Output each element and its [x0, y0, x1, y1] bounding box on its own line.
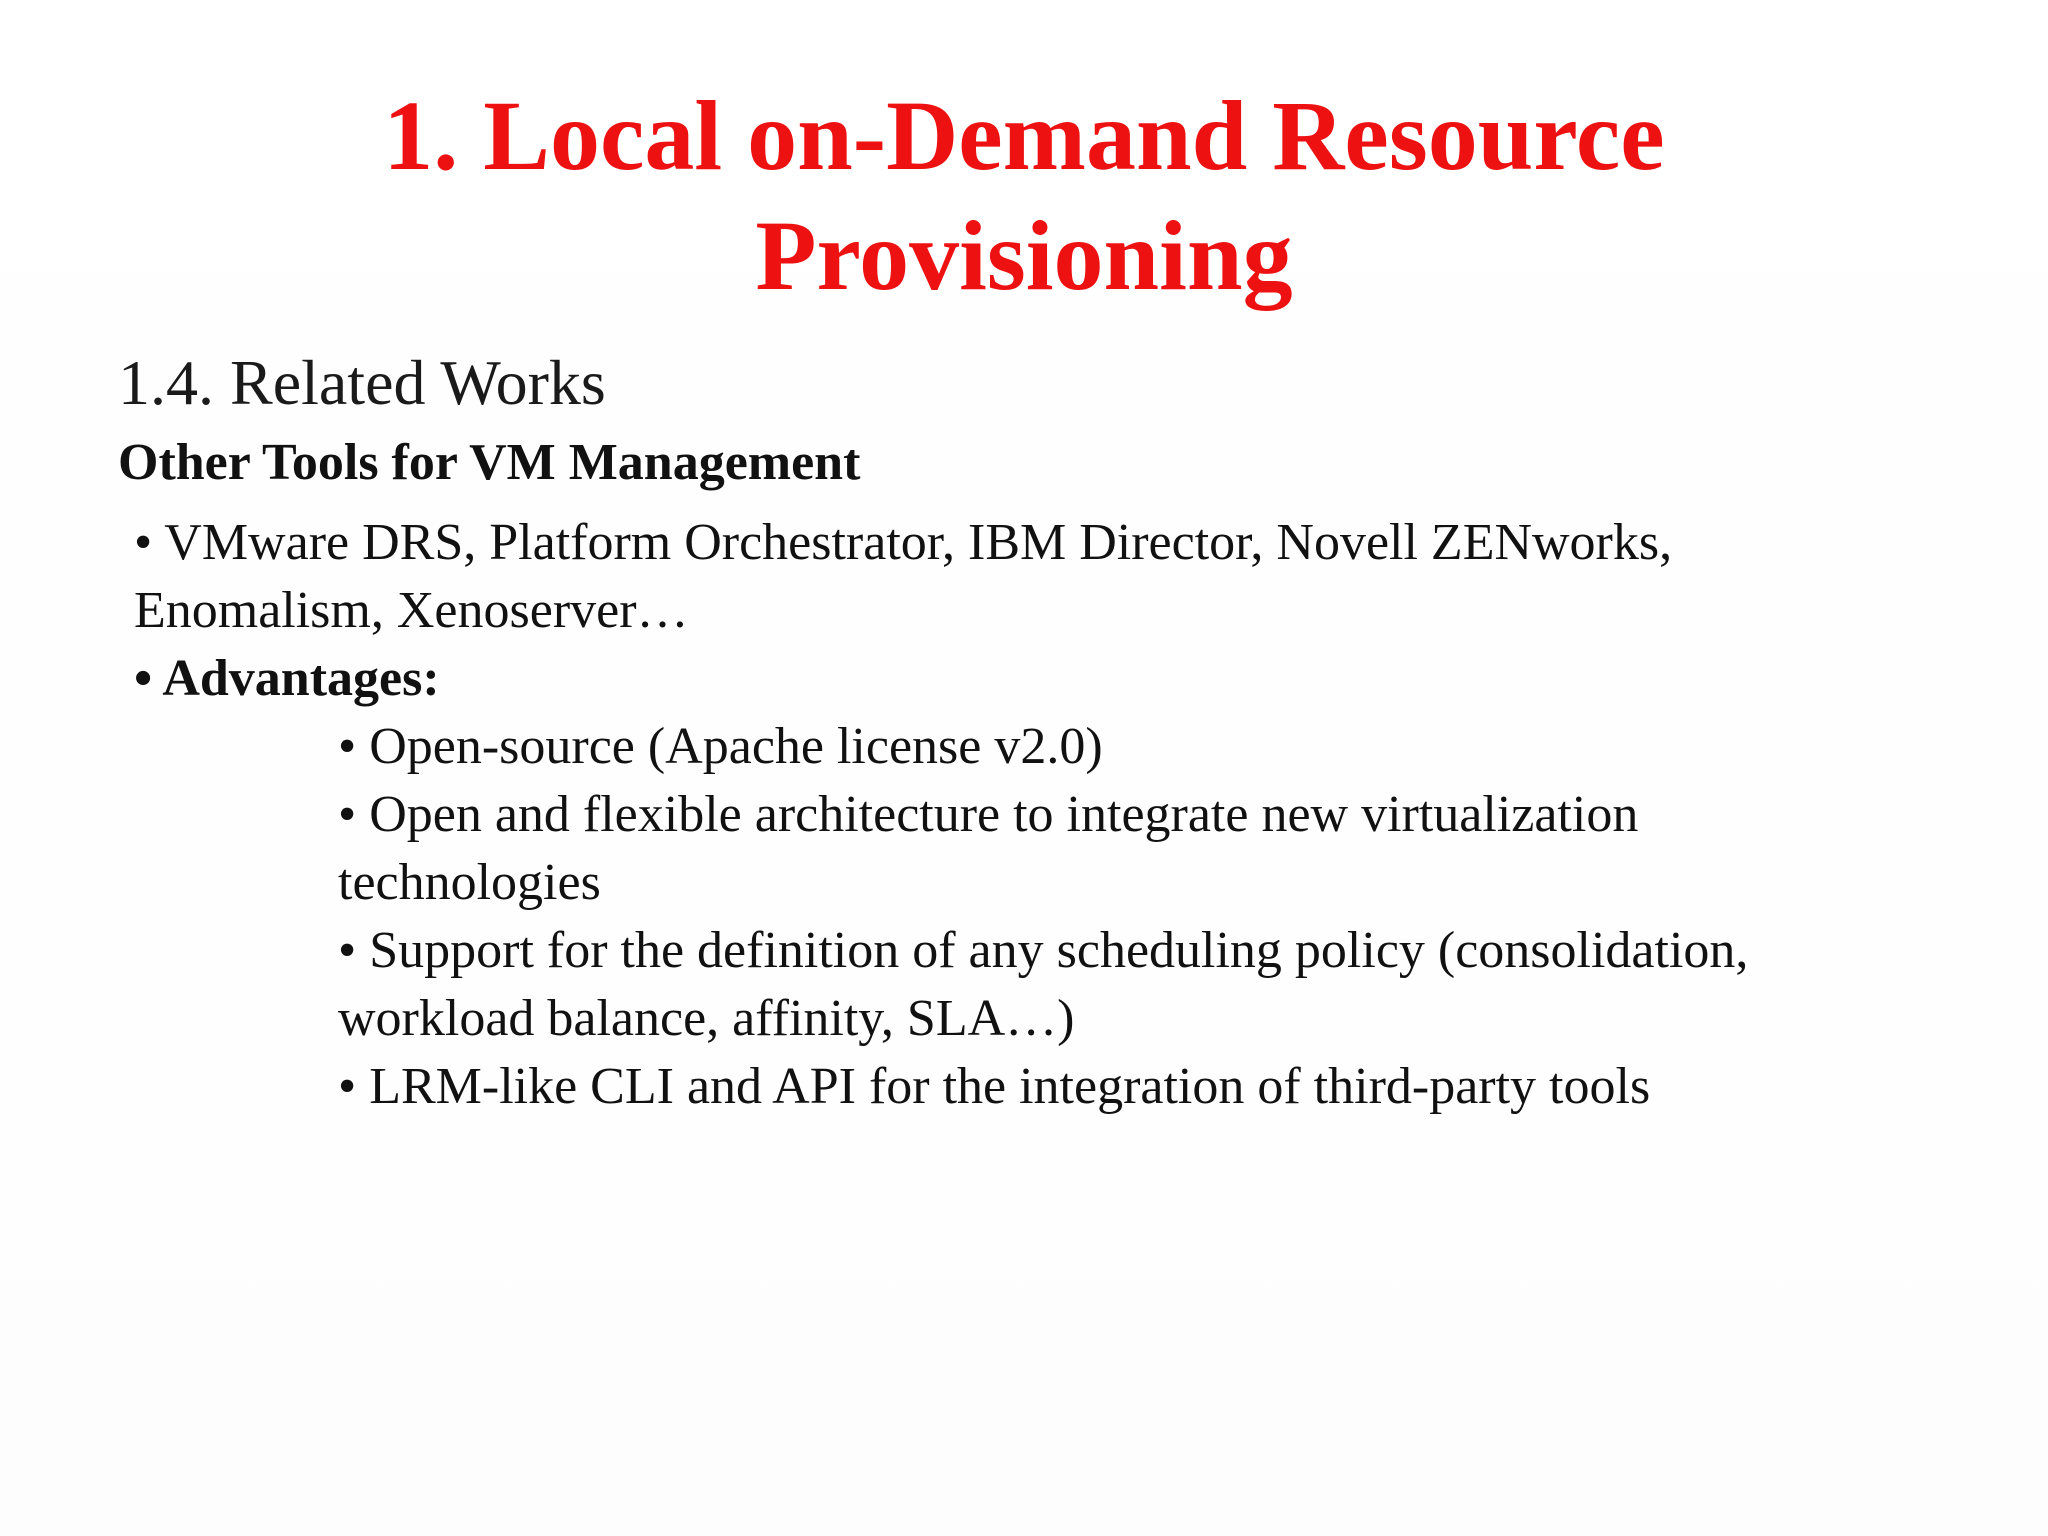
advantage-item-architecture-line-1: • Open and flexible architecture to integrate new virtualization [338, 786, 1639, 843]
slide-title-line-1: 1. Local on-Demand Resource [383, 80, 1665, 191]
advantage-item-scheduling-line-1: • Support for the definition of any scheduling policy (consolidation, [338, 922, 1749, 979]
advantage-item-cli-api: • LRM-like CLI and API for the integration of third-party tools [338, 1058, 1651, 1115]
advantage-item-architecture-line-2: technologies [338, 854, 601, 911]
tools-bullet-line-2: Enomalism, Xenoserver… [134, 582, 689, 639]
section-heading: 1.4. Related Works [118, 347, 606, 418]
advantage-item-open-source: • Open-source (Apache license v2.0) [338, 718, 1103, 775]
advantage-item-scheduling-line-2: workload balance, affinity, SLA…) [338, 990, 1075, 1047]
tools-bullet-line-1: • VMware DRS, Platform Orchestrator, IBM Director, Novell ZENworks, [134, 514, 1673, 571]
advantages-label: • Advantages: [134, 650, 440, 707]
subheading: Other Tools for VM Management [118, 434, 861, 491]
slide-title-line-2: Provisioning [755, 200, 1293, 311]
